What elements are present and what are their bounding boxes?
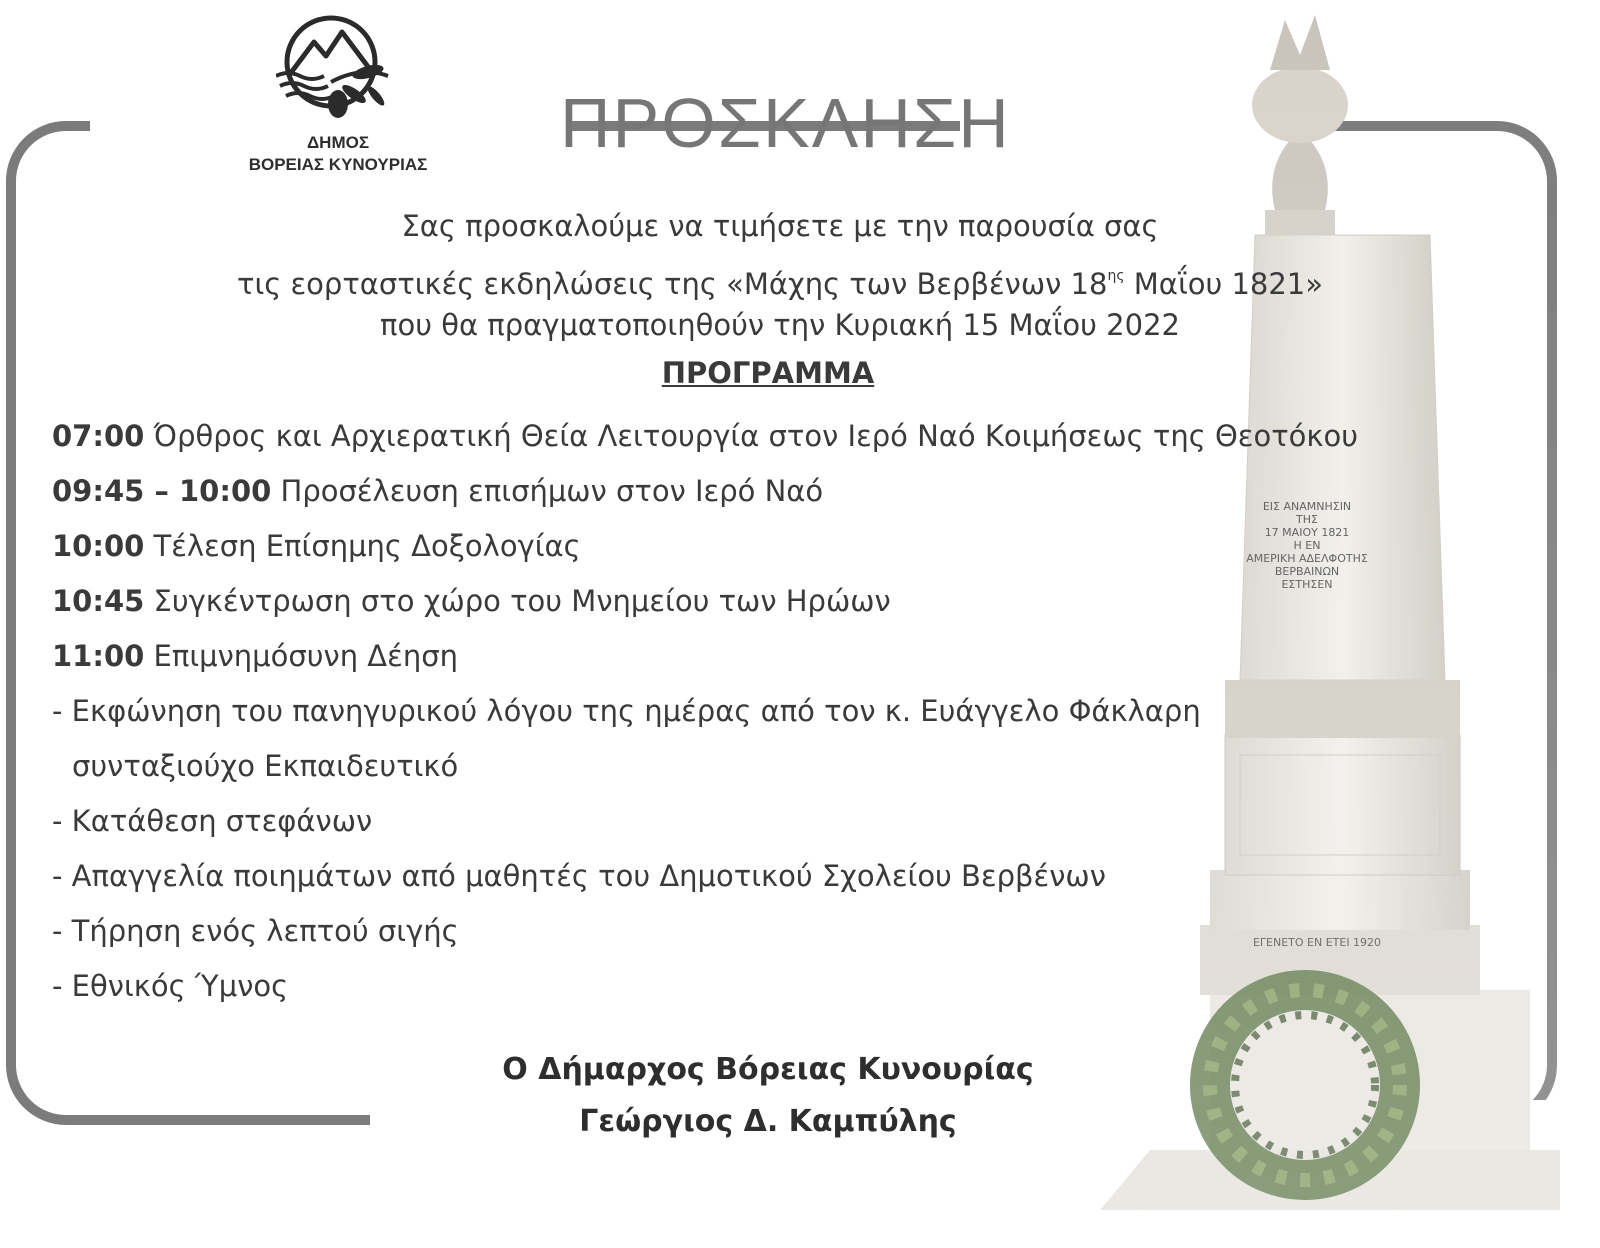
intro-line-2-main: τις εορταστικές εκδηλώσεις της «Μάχης των Βερβένων 18 (236, 267, 1108, 301)
signature-name: Γεώργιος Δ. Καμπύλης (579, 1104, 957, 1139)
schedule-item (52, 636, 458, 676)
program-item: - Κατάθεση στεφάνων (52, 804, 373, 838)
intro-line-3: που θα πραγματοποιηθούν την Κυριακή 15 Μαΐου 2022 (380, 308, 1180, 342)
intro-superscript: ης (1107, 268, 1125, 284)
signature-title: Ο Δήμαρχος Βόρειας Κυνουρίας (502, 1052, 1034, 1087)
program-heading: ΠΡΟΓΡΑΜΜΑ (661, 356, 875, 390)
schedule-item (52, 581, 891, 621)
intro-line-2 (80, 256, 1480, 304)
schedule-text: Συγκέντρωση στο χώρο του Μνημείου των Ηρώων (144, 584, 891, 618)
schedule-time: 10:45 (52, 584, 145, 618)
page-title: ΠΡΟΣΚΛΗΣΗ (560, 84, 1011, 162)
program-item: - Τήρηση ενός λεπτού σιγής (52, 914, 459, 948)
schedule-item (52, 416, 1358, 456)
logo-line-1: ΔΗΜΟΣ (306, 133, 370, 152)
program-item: - Απαγγελία ποιημάτων από μαθητές του Δημοτικού Σχολείου Βερβένων (52, 859, 1106, 893)
municipality-logo (226, 14, 450, 180)
signature-block (398, 1044, 1138, 1148)
logo-line-2: ΒΟΡΕΙΑΣ ΚΥΝΟΥΡΙΑΣ (248, 155, 428, 174)
intro-line-1: Σας προσκαλούμε να τιμήσετε με την παρουσία σας (401, 209, 1159, 243)
schedule-item (52, 471, 823, 511)
schedule-time: 07:00 (52, 419, 145, 453)
schedule-text: Τέλεση Επίσημης Δοξολογίας (144, 529, 581, 563)
intro-line-2-end: Μαΐου 1821» (1124, 267, 1324, 301)
schedule-time: 11:00 (52, 639, 145, 673)
schedule-text: Προσέλευση επισήμων στον Ιερό Ναό (271, 474, 824, 508)
logo-text (226, 132, 450, 176)
logo-emblem-icon (276, 14, 396, 126)
program-item-continuation: συνταξιούχο Εκπαιδευτικό (72, 749, 459, 783)
program-item: - Εκφώνηση του πανηγυρικού λόγου της ημέρας από τον κ. Ευάγγελο Φάκλαρη (52, 694, 1201, 728)
monument-image (1060, 10, 1580, 1220)
program-item: - Εθνικός Ύμνος (52, 969, 289, 1003)
schedule-text: Επιμνημόσυνη Δέηση (144, 639, 458, 673)
schedule-time: 10:00 (52, 529, 145, 563)
schedule-text: Όρθρος και Αρχιερατική Θεία Λειτουργία στον Ιερό Ναό Κοιμήσεως της Θεοτόκου (144, 419, 1359, 453)
schedule-item (52, 526, 581, 566)
schedule-time: 09:45 – 10:00 (52, 474, 272, 508)
